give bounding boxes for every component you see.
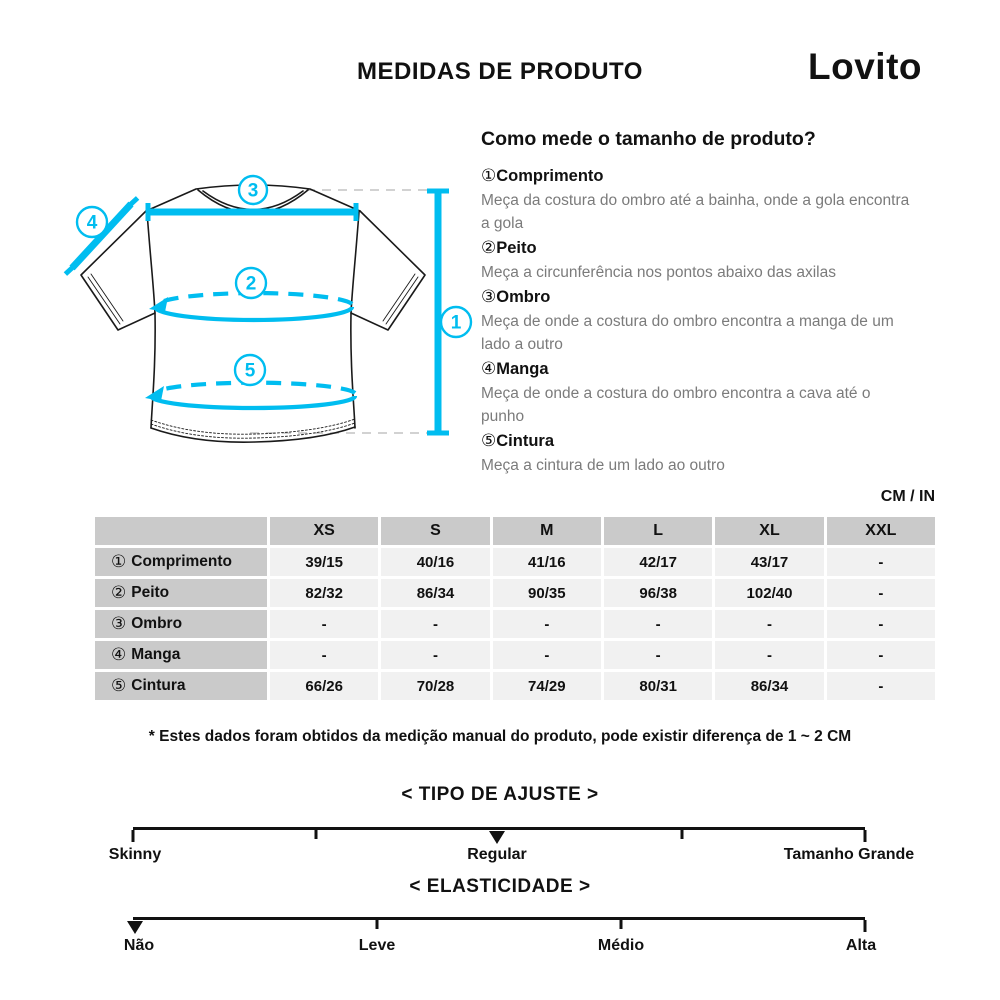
cell-comprimento-l: 42/17 — [604, 548, 712, 576]
row-header-comprimento: ① Comprimento — [95, 548, 267, 576]
fit-type-marker-triangle — [489, 831, 505, 844]
item-label: Peito — [496, 239, 537, 257]
cell-cintura-m: 74/29 — [493, 672, 601, 700]
col-header-s: S — [381, 517, 489, 545]
tshirt-outline — [81, 185, 425, 442]
units-label: CM / IN — [880, 488, 935, 505]
cell-ombro-xs: - — [270, 610, 378, 638]
chest-measure-ellipse — [155, 307, 352, 320]
col-header-xl: XL — [715, 517, 823, 545]
fit-label-skinny: Skinny — [108, 846, 162, 863]
elasticity-scale — [0, 876, 1000, 966]
cell-ombro-xl: - — [715, 610, 823, 638]
fit-type-title: < TIPO DE AJUSTE > — [401, 784, 599, 805]
cell-cintura-l: 80/31 — [604, 672, 712, 700]
cell-ombro-l: - — [604, 610, 712, 638]
how-to-item-manga — [481, 356, 913, 428]
elasticity-title: < ELASTICIDADE > — [409, 876, 591, 897]
elasticity-label-medio: Médio — [597, 937, 645, 954]
track-tick — [681, 830, 684, 839]
cell-peito-xl: 102/40 — [715, 579, 823, 607]
callout-5-number: 5 — [244, 360, 256, 382]
callout-2-number: 2 — [245, 273, 257, 295]
cell-manga-xs: - — [270, 641, 378, 669]
waist-arrowhead — [145, 386, 164, 401]
how-to-item-comprimento — [481, 163, 913, 235]
cell-cintura-s: 70/28 — [381, 672, 489, 700]
cell-peito-xxl: - — [827, 579, 935, 607]
item-label: Comprimento — [496, 167, 604, 185]
table-corner-cell — [95, 517, 267, 545]
cell-comprimento-s: 40/16 — [381, 548, 489, 576]
item-marker: ③ — [481, 287, 497, 306]
cell-comprimento-xl: 43/17 — [715, 548, 823, 576]
track-tick — [132, 830, 135, 842]
elasticity-track — [123, 917, 877, 954]
item-description: Meça da costura do ombro até a bainha, onde a gola encontra a gola — [481, 192, 910, 232]
item-label: Manga — [496, 360, 549, 378]
cell-ombro-s: - — [381, 610, 489, 638]
cell-manga-xl: - — [715, 641, 823, 669]
cell-manga-xxl: - — [827, 641, 935, 669]
brand-logo: Lovito — [808, 46, 922, 87]
item-marker: ① — [481, 166, 497, 185]
measurement-marks — [65, 191, 449, 433]
fit-label-tamanho-grande: Tamanho Grande — [783, 846, 915, 863]
track-tick — [864, 920, 867, 932]
cell-comprimento-xxl: - — [827, 548, 935, 576]
cell-cintura-xl: 86/34 — [715, 672, 823, 700]
row-header-manga: ④ Manga — [95, 641, 267, 669]
measurement-disclaimer: * Estes dados foram obtidos da medição manual do produto, pode existir diferença de 1 ~ 2 CM — [148, 728, 852, 745]
page-title: MEDIDAS DE PRODUTO — [357, 58, 643, 85]
row-header-ombro: ③ Ombro — [95, 610, 267, 638]
how-to-heading: Como mede o tamanho de produto? — [481, 128, 816, 150]
elasticity-label-leve: Leve — [358, 937, 396, 954]
callout-4-number: 4 — [86, 212, 98, 234]
cell-peito-l: 96/38 — [604, 579, 712, 607]
item-marker: ② — [481, 238, 497, 257]
how-to-item-cintura — [481, 428, 913, 477]
item-description: Meça de onde a costura do ombro encontra a cava até o punho — [481, 385, 871, 425]
track-tick — [315, 830, 318, 839]
chest-arrowhead — [149, 297, 168, 312]
callout-badges — [77, 176, 471, 385]
cell-peito-s: 86/34 — [381, 579, 489, 607]
col-header-xs: XS — [270, 517, 378, 545]
item-label: Cintura — [496, 432, 554, 450]
cell-peito-m: 90/35 — [493, 579, 601, 607]
fit-type-scale — [0, 784, 1000, 874]
cell-manga-l: - — [604, 641, 712, 669]
cell-comprimento-m: 41/16 — [493, 548, 601, 576]
item-description: Meça de onde a costura do ombro encontra a manga de um lado a outro — [481, 313, 894, 353]
elasticity-marker-triangle — [127, 921, 143, 934]
item-description: Meça a circunferência nos pontos abaixo das axilas — [481, 264, 836, 281]
how-to-measure-section — [481, 128, 913, 477]
col-header-m: M — [493, 517, 601, 545]
track-tick — [376, 920, 379, 929]
tshirt-measurement-diagram — [60, 160, 480, 470]
callout-1-number: 1 — [450, 312, 462, 334]
col-header-l: L — [604, 517, 712, 545]
elasticity-label-alta: Alta — [845, 937, 877, 954]
how-to-item-peito — [481, 235, 913, 284]
item-marker: ④ — [481, 359, 497, 378]
track-tick — [620, 920, 623, 929]
col-header-xxl: XXL — [827, 517, 935, 545]
fit-label-regular: Regular — [467, 846, 527, 863]
item-label: Ombro — [496, 288, 551, 306]
cell-ombro-m: - — [493, 610, 601, 638]
cell-manga-s: - — [381, 641, 489, 669]
callout-3-number: 3 — [247, 180, 259, 202]
elasticity-label-nao: Não — [123, 937, 155, 954]
size-table — [95, 517, 935, 700]
cell-ombro-xxl: - — [827, 610, 935, 638]
cell-comprimento-xs: 39/15 — [270, 548, 378, 576]
cell-cintura-xxl: - — [827, 672, 935, 700]
how-to-item-ombro — [481, 284, 913, 356]
row-header-peito: ② Peito — [95, 579, 267, 607]
cell-manga-m: - — [493, 641, 601, 669]
item-description: Meça a cintura de um lado ao outro — [481, 457, 725, 474]
waist-measure-ellipse — [151, 396, 355, 408]
row-header-cintura: ⑤ Cintura — [95, 672, 267, 700]
cell-peito-xs: 82/32 — [270, 579, 378, 607]
fit-type-track — [108, 827, 915, 863]
track-tick — [864, 830, 867, 842]
cell-cintura-xs: 66/26 — [270, 672, 378, 700]
item-marker: ⑤ — [481, 431, 497, 450]
